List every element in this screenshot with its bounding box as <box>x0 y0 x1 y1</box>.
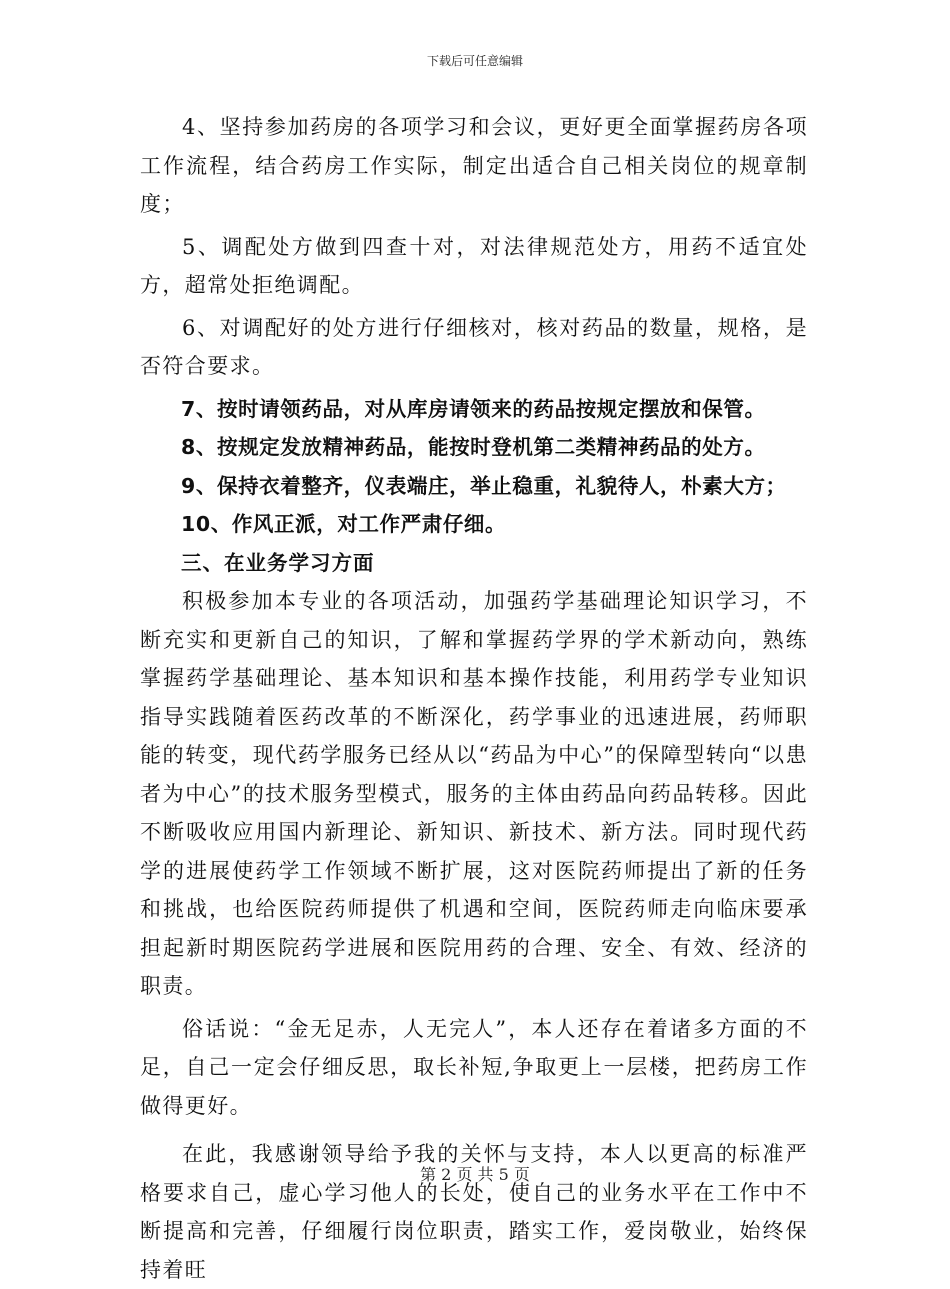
paragraph-thanks: 在此，我感谢领导给予我的关怀与支持，本人以更高的标准严格要求自己，虚心学习他人的长处，使自己的业务水平在工作中不断提高和完善，仔细履行岗位职责，踏实工作，爱岗敬业，始终保持着旺 <box>140 1142 808 1282</box>
paragraph-item-7: 7、按时请领药品，对从库房请领来的药品按规定摆放和保管。 <box>181 396 766 421</box>
paragraph-study: 积极参加本专业的各项活动，加强药学基础理论知识学习，不断充实和更新自己的知识，了解和掌握药学界的学术新动向，熟练掌握药学基础理论、基本知识和基本操作技能，利用药学专业知识指导实践随着医药改革的不断深化，药学事业的迅速进展，药师职能的转变，现代药学服务已经从以“药品为中心”的保障型转向“以患者为中心”的技术服务型模式，服务的主体由药品向药品转移。因此不断吸收应用国内新理论、新知识、新技术、新方法。同时现代药学的进展使药学工作领域不断扩展，这对医院药师提出了新的任务和挑战，也给医院药师提供了机遇和空间，医院药师走向临床要承担起新时期医院药学进展和医院用药的合理、安全、有效、经济的职责。 <box>140 589 808 998</box>
paragraph-item-10: 10、作风正派，对工作严肃仔细。 <box>181 512 507 536</box>
document-body <box>140 108 808 1289</box>
page-header: 下载后可任意编辑 <box>426 54 523 68</box>
paragraph-item-9: 9、保持衣着整齐，仪表端庄，举止稳重，礼貌待人，朴素大方； <box>181 473 787 498</box>
paragraph-item-4: 4、坚持参加药房的各项学习和会议，更好更全面掌握药房各项工作流程，结合药房工作实际，制定出适合自己相关岗位的规章制度； <box>140 115 808 216</box>
paragraph-item-8: 8、按规定发放精神药品，能按时登机第二类精神药品的处方。 <box>181 435 766 459</box>
paragraph-item-6: 6、对调配好的处方进行仔细核对，核对药品的数量，规格，是否符合要求。 <box>140 315 808 378</box>
paragraph-proverb: 俗话说：“金无足赤，人无完人”，本人还存在着诸多方面的不足，自己一定会仔细反思，取长补短,争取更上一层楼，把药房工作做得更好。 <box>140 1016 808 1118</box>
paragraph-item-5: 5、调配处方做到四查十对，对法律规范处方，用药不适宜处方，超常处拒绝调配。 <box>140 234 808 297</box>
page-number: 第 2 页 共 5 页 <box>420 1165 530 1184</box>
section-heading-study: 三、在业务学习方面 <box>181 550 375 575</box>
